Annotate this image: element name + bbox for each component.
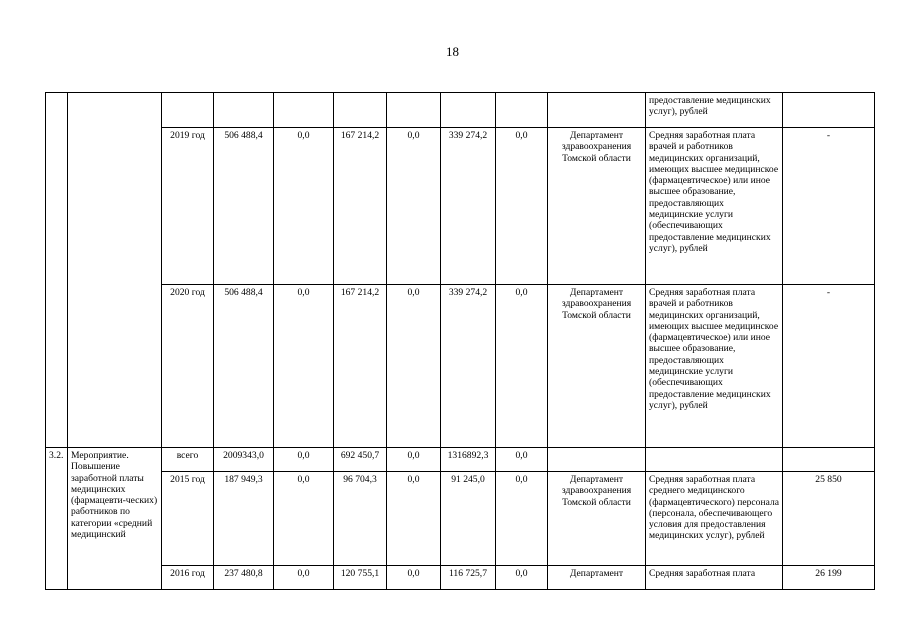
amount-cell: 0,0 (496, 128, 548, 285)
amount-cell: 0,0 (387, 566, 441, 590)
amount-cell: 0,0 (274, 285, 334, 448)
year-cell: всего (162, 448, 214, 472)
amount-cell: 167 214,2 (334, 285, 387, 448)
amount-cell: 91 245,0 (441, 472, 496, 566)
indicator-value-cell: 26 199 (783, 566, 875, 590)
indicator-value-cell (783, 448, 875, 472)
indicator-cell: Средняя заработная плата врачей и работников медицинских организаций, имеющих высшее медицинское (фармацевтическое) или иное высшее образование, предоставляющих медицинские услуги (обеспечивающих предоставление медицинских услуг), рублей (646, 285, 783, 448)
indicator-cell: Средняя заработная плата врачей и работников медицинских организаций, имеющих высшее медицинское (фармацевтическое) или иное высшее образование, предоставляющих медицинские услуги (обеспечивающих предоставление медицинских услуг), рублей (646, 128, 783, 285)
amount-cell: 339 274,2 (441, 285, 496, 448)
department-cell (548, 93, 646, 128)
total-cell (214, 93, 274, 128)
amount-cell: 0,0 (387, 472, 441, 566)
amount-cell (334, 93, 387, 128)
year-cell: 2020 год (162, 285, 214, 448)
amount-cell: 0,0 (496, 448, 548, 472)
page-number: 18 (446, 44, 459, 59)
amount-cell (496, 93, 548, 128)
item-name-cell: Мероприятие. Повышение заработной платы медицинских (фармацевти-ческих) работников по категории «средний медицинский (68, 448, 162, 590)
total-cell: 506 488,4 (214, 128, 274, 285)
department-cell: Департамент (548, 566, 646, 590)
amount-cell (441, 93, 496, 128)
table-row (46, 285, 875, 448)
table-row (46, 448, 875, 472)
total-cell: 187 949,3 (214, 472, 274, 566)
amount-cell: 0,0 (387, 448, 441, 472)
indicator-cell: Средняя заработная плата среднего медицинского (фармацевтического) персонала (персонала, обеспечивающего условия для предоставления медицинских услуг), рублей (646, 472, 783, 566)
table-row (46, 128, 875, 285)
indicator-cell: Средняя заработная плата (646, 566, 783, 590)
indicator-value-cell (783, 93, 875, 128)
program-activities-table (45, 92, 875, 590)
amount-cell: 1316892,3 (441, 448, 496, 472)
indicator-value-cell: 25 850 (783, 472, 875, 566)
amount-cell: 0,0 (274, 128, 334, 285)
amount-cell (387, 93, 441, 128)
indicator-cell (646, 448, 783, 472)
indicator-cell: предоставление медицинских услуг), рублей (646, 93, 783, 128)
total-cell: 237 480,8 (214, 566, 274, 590)
amount-cell (274, 93, 334, 128)
amount-cell: 0,0 (387, 128, 441, 285)
amount-cell: 692 450,7 (334, 448, 387, 472)
amount-cell: 0,0 (496, 566, 548, 590)
department-cell: Департамент здравоохранения Томской области (548, 472, 646, 566)
amount-cell: 167 214,2 (334, 128, 387, 285)
year-cell: 2016 год (162, 566, 214, 590)
year-cell (162, 93, 214, 128)
amount-cell: 0,0 (496, 472, 548, 566)
total-cell: 506 488,4 (214, 285, 274, 448)
amount-cell: 0,0 (274, 566, 334, 590)
amount-cell: 116 725,7 (441, 566, 496, 590)
amount-cell: 0,0 (274, 448, 334, 472)
amount-cell: 0,0 (274, 472, 334, 566)
table-row (46, 472, 875, 566)
department-cell (548, 448, 646, 472)
indicator-value-cell: - (783, 128, 875, 285)
amount-cell: 96 704,3 (334, 472, 387, 566)
department-cell: Департамент здравоохранения Томской области (548, 285, 646, 448)
amount-cell: 0,0 (496, 285, 548, 448)
year-cell: 2015 год (162, 472, 214, 566)
indicator-value-cell: - (783, 285, 875, 448)
amount-cell: 339 274,2 (441, 128, 496, 285)
table-row (46, 93, 875, 128)
table-row (46, 566, 875, 590)
year-cell: 2019 год (162, 128, 214, 285)
department-cell: Департамент здравоохранения Томской области (548, 128, 646, 285)
amount-cell: 120 755,1 (334, 566, 387, 590)
total-cell: 2009343,0 (214, 448, 274, 472)
item-number-cell: 3.2. (46, 448, 68, 590)
amount-cell: 0,0 (387, 285, 441, 448)
item-number-cell (46, 93, 68, 448)
item-name-cell (68, 93, 162, 448)
